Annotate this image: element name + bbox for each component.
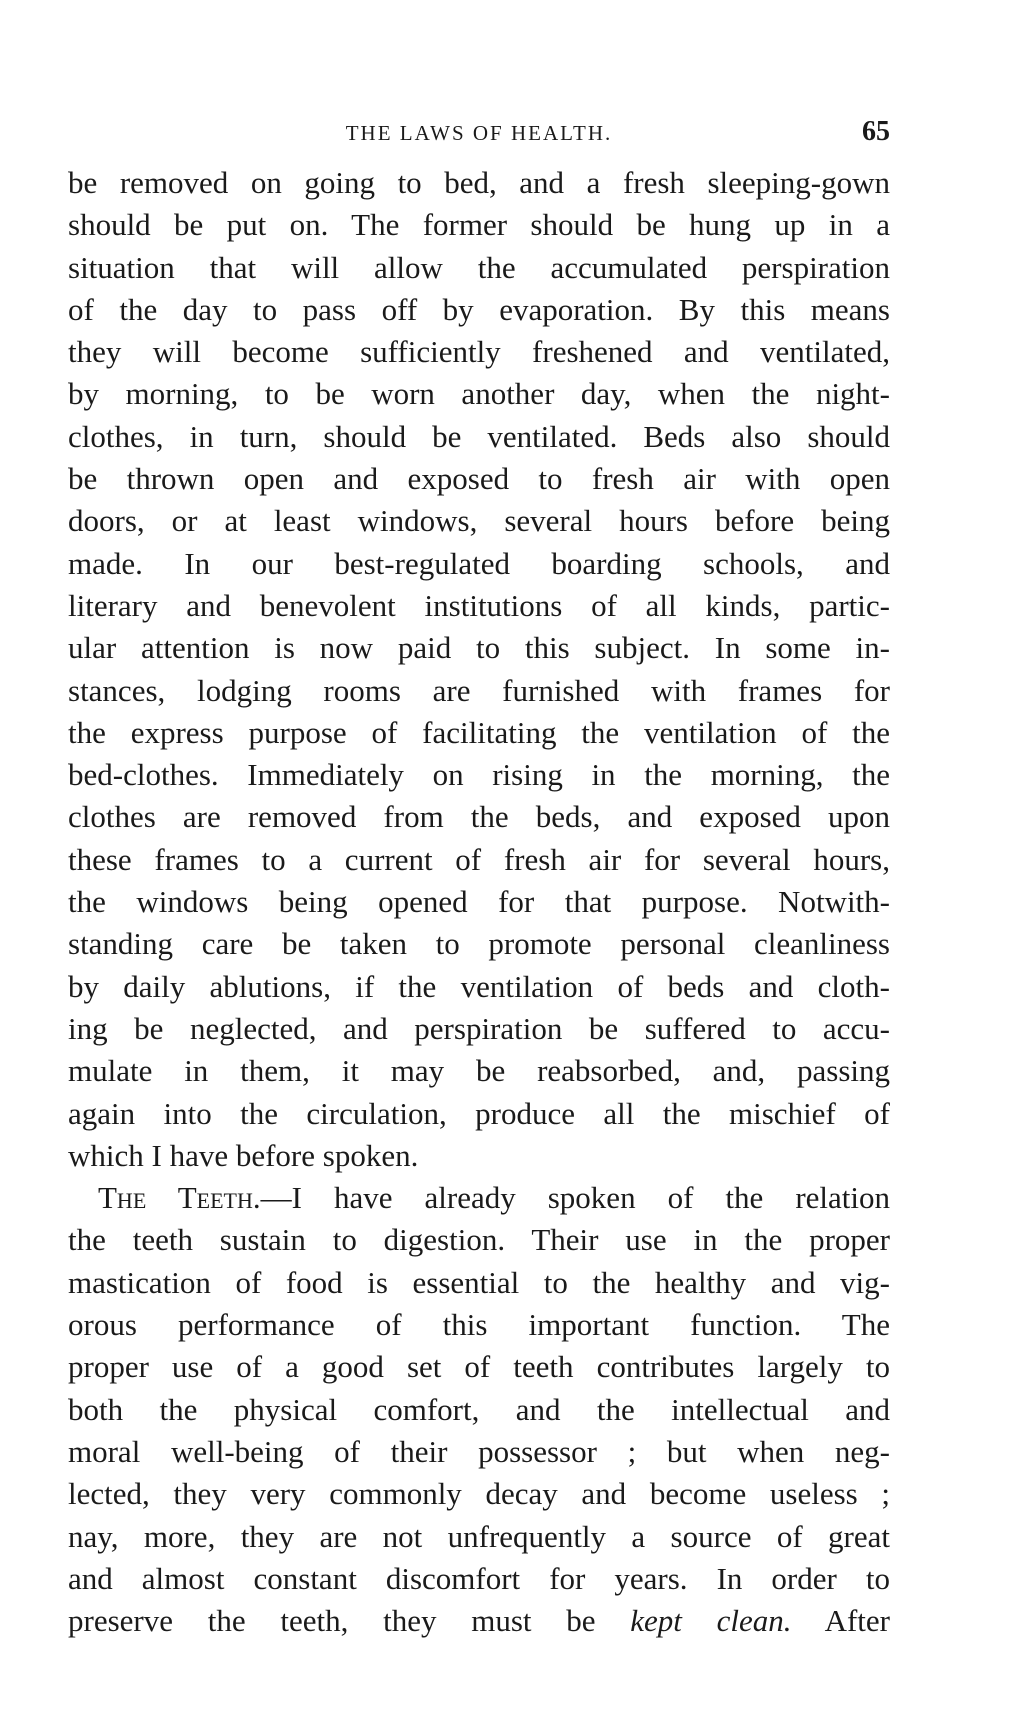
text-line: should be put on. The former should be hung up in a xyxy=(68,207,890,243)
text-line: ing be neglected, and perspiration be suffered to accu- xyxy=(68,1010,890,1046)
text-line: both the physical comfort, and the intellectual and xyxy=(68,1391,890,1427)
text-line: which I have before spoken. xyxy=(68,1137,419,1173)
text-line: made. In our best-regulated boarding schools, and xyxy=(68,545,890,581)
text-line: moral well-being of their possessor ; but when neg- xyxy=(68,1433,890,1469)
text-line: lected, they very commonly decay and become useless ; xyxy=(68,1476,890,1512)
text-line: be removed on going to bed, and a fresh sleeping-gown xyxy=(68,165,890,200)
text-line: literary and benevolent institutions of all kinds, partic- xyxy=(68,587,890,623)
text-line: these frames to a current of fresh air for several hours, xyxy=(68,841,890,877)
running-title: THE LAWS OF HEALTH. xyxy=(345,121,613,145)
text-line: mulate in them, it may be reabsorbed, and, passing xyxy=(68,1053,890,1089)
text-run: —I have already spoken of the relation xyxy=(260,1180,890,1216)
section-heading: The Teeth. xyxy=(98,1180,261,1216)
text-line: again into the circulation, produce all the mischief of xyxy=(68,1095,890,1131)
text-line: by daily ablutions, if the ventilation of beds and cloth- xyxy=(68,968,890,1004)
page-number: 65 xyxy=(862,116,890,147)
text-line: clothes, in turn, should be ventilated. Beds also should xyxy=(68,418,890,454)
text-line: ular attention is now paid to this subject. In some in- xyxy=(68,630,890,666)
text-line: orous performance of this important function. The xyxy=(68,1307,890,1343)
running-head xyxy=(68,116,890,150)
text-line: mastication of food is essential to the healthy and vig- xyxy=(68,1264,890,1300)
text-line: the teeth sustain to digestion. Their use in the proper xyxy=(68,1222,890,1258)
text-line: the express purpose of facilitating the ventilation of the xyxy=(68,714,890,750)
text-line: stances, lodging rooms are furnished with frames for xyxy=(68,672,890,708)
text-line: of the day to pass off by evaporation. By this means xyxy=(68,291,890,327)
text-line: and almost constant discomfort for years. In order to xyxy=(68,1560,890,1596)
paragraph-first-line xyxy=(68,1177,890,1219)
text-line: situation that will allow the accumulated perspiration xyxy=(68,249,890,285)
text-line: bed-clothes. Immediately on rising in the morning, the xyxy=(68,757,890,793)
text-line: nay, more, they are not unfrequently a source of great xyxy=(68,1518,890,1554)
body-text xyxy=(68,162,890,1642)
text-line: clothes are removed from the beds, and exposed upon xyxy=(68,799,890,835)
text-line: doors, or at least windows, several hours before being xyxy=(68,503,890,539)
text-run: preserve the teeth, they must be xyxy=(68,1603,631,1639)
text-line: by morning, to be worn another day, when the night- xyxy=(68,376,890,412)
emphasis-text: kept clean. xyxy=(630,1603,792,1639)
text-run: After xyxy=(791,1603,890,1639)
text-line: the windows being opened for that purpose. Notwith- xyxy=(68,884,890,920)
text-line: be thrown open and exposed to fresh air with open xyxy=(68,461,890,497)
text-line: they will become sufficiently freshened and ventilated, xyxy=(68,334,890,370)
paragraph-last-line xyxy=(68,1600,890,1642)
text-line: proper use of a good set of teeth contributes largely to xyxy=(68,1349,890,1385)
text-line: standing care be taken to promote personal cleanliness xyxy=(68,926,890,962)
